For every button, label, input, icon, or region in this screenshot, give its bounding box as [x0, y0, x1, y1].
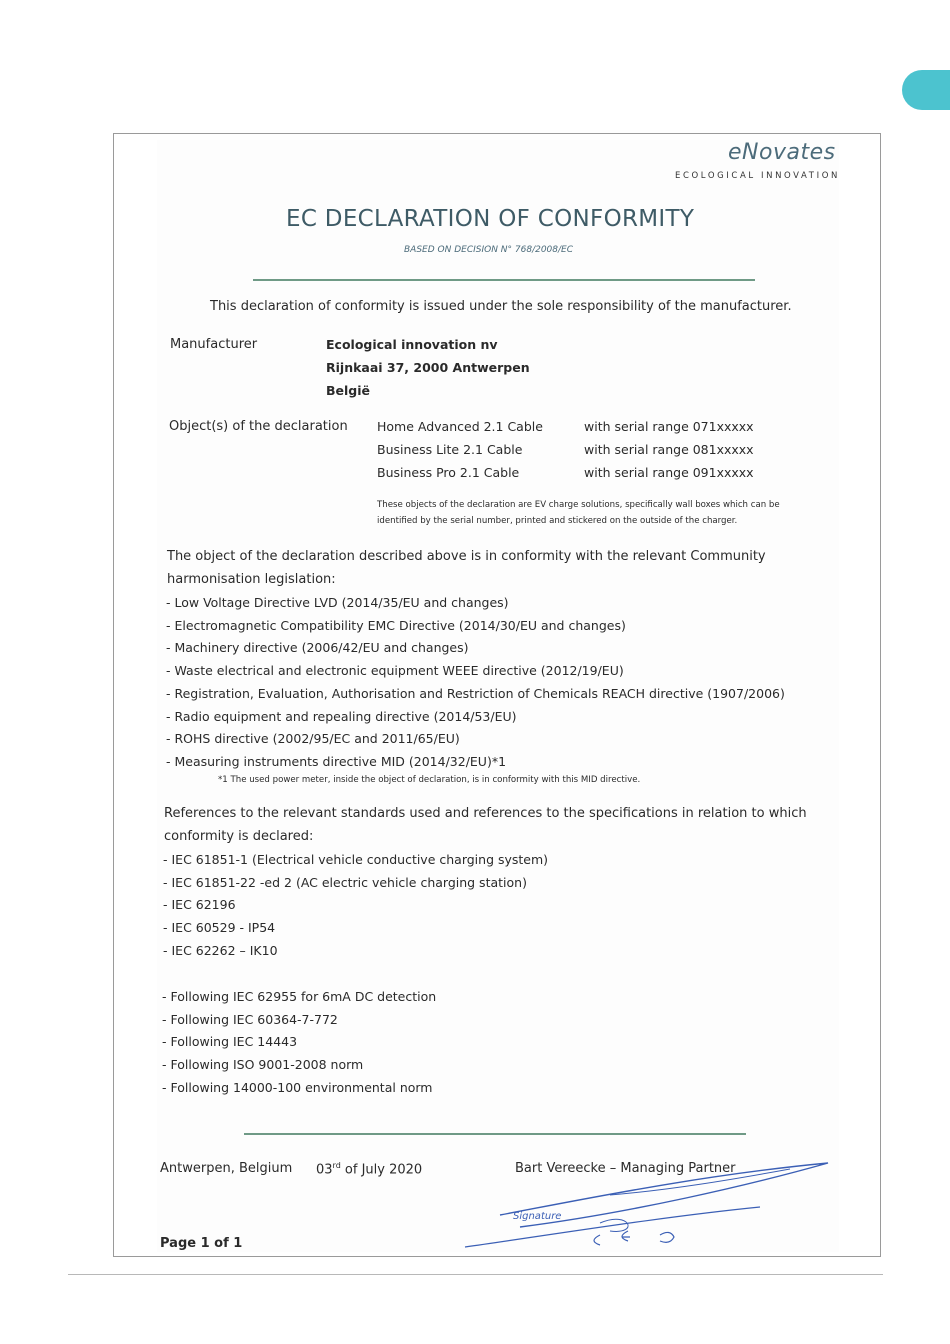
- handwritten-signature: [460, 1155, 840, 1255]
- document-title: EC DECLARATION OF CONFORMITY: [286, 206, 695, 232]
- following-item: - Following IEC 14443: [162, 1034, 298, 1050]
- footer-rule: [68, 1274, 883, 1275]
- signatory-name: Bart Vereecke – Managing Partner: [515, 1161, 736, 1176]
- directive-item: - Registration, Evaluation, Authorisation and Restriction of Chemicals REACH directive (1907/2006): [166, 685, 785, 701]
- document-subtitle: BASED ON DECISION N° 768/2008/EC: [404, 245, 574, 255]
- standard-item: - IEC 62262 – IK10: [163, 942, 278, 958]
- following-item: - Following ISO 9001-2008 norm: [162, 1057, 364, 1073]
- references-intro: References to the relevant standards used and references to the specifications in relation to which: [164, 806, 807, 821]
- page-number: Page 1 of 1: [160, 1236, 243, 1251]
- signing-place: Antwerpen, Belgium: [160, 1161, 293, 1176]
- references-intro: conformity is declared:: [164, 829, 314, 844]
- company-logo: eNovates: [728, 140, 836, 165]
- following-item: - Following IEC 62955 for 6mA DC detection: [162, 989, 437, 1004]
- side-tab: [902, 70, 950, 110]
- standard-item: - IEC 61851-1 (Electrical vehicle conductive charging system): [163, 852, 549, 867]
- conformity-intro: harmonisation legislation:: [167, 572, 336, 587]
- manufacturer-name: Ecological innovation nv: [326, 337, 498, 352]
- directive-item: - Machinery directive (2006/42/EU and changes): [166, 640, 469, 656]
- directive-item: - Radio equipment and repealing directive (2014/53/EU): [166, 708, 517, 724]
- directive-item: - Electromagnetic Compatibility EMC Directive (2014/30/EU and changes): [166, 617, 626, 633]
- signing-date: [316, 1161, 422, 1177]
- date-suffix: rd: [332, 1161, 341, 1170]
- product-name: Business Lite 2.1 Cable: [377, 442, 523, 457]
- directive-item: - ROHS directive (2002/95/EC and 2011/65/EU): [166, 731, 460, 747]
- company-tagline: ECOLOGICAL INNOVATION: [675, 171, 840, 181]
- date-day: 03: [316, 1162, 333, 1178]
- following-list: [162, 986, 436, 1100]
- standards-list: [163, 849, 548, 963]
- objects-note: These objects of the declaration are EV charge solutions, specifically wall boxes which can be: [377, 500, 780, 510]
- conformity-intro: The object of the declaration described above is in conformity with the relevant Community: [167, 549, 766, 564]
- date-rest: of July 2020: [344, 1162, 423, 1178]
- product-name: Business Pro 2.1 Cable: [377, 465, 520, 480]
- title-divider: [253, 279, 755, 281]
- product-serial: with serial range 091xxxxx: [584, 465, 754, 480]
- objects-label: Object(s) of the declaration: [169, 419, 348, 434]
- intro-text: This declaration of conformity is issued under the sole responsibility of the manufacturer.: [210, 299, 792, 314]
- standard-item: - IEC 61851-22 -ed 2 (AC electric vehicle charging station): [163, 874, 527, 890]
- objects-note: identified by the serial number, printed and stickered on the outside of the charger.: [377, 516, 738, 526]
- following-item: - Following IEC 60364-7-772: [162, 1011, 338, 1027]
- signature-label: Signature: [513, 1211, 562, 1222]
- mid-footnote: *1 The used power meter, inside the object of declaration, is in conformity with this MID directive.: [218, 775, 641, 785]
- product-name: Home Advanced 2.1 Cable: [377, 419, 543, 434]
- directive-item: - Measuring instruments directive MID (2014/32/EU)*1: [166, 753, 507, 769]
- standard-item: - IEC 60529 - IP54: [163, 920, 276, 936]
- footer-divider: [244, 1133, 746, 1135]
- directive-list: [166, 592, 785, 774]
- directive-item: - Waste electrical and electronic equipment WEEE directive (2012/19/EU): [166, 663, 624, 679]
- standard-item: - IEC 62196: [163, 897, 236, 913]
- manufacturer-address: Rijnkaai 37, 2000 Antwerpen: [326, 360, 530, 375]
- manufacturer-label: Manufacturer: [170, 337, 258, 352]
- directive-item: - Low Voltage Directive LVD (2014/35/EU and changes): [166, 595, 509, 610]
- product-serial: with serial range 081xxxxx: [584, 442, 754, 457]
- following-item: - Following 14000-100 environmental norm: [162, 1079, 433, 1095]
- manufacturer-country: België: [326, 383, 371, 398]
- product-serial: with serial range 071xxxxx: [584, 419, 754, 434]
